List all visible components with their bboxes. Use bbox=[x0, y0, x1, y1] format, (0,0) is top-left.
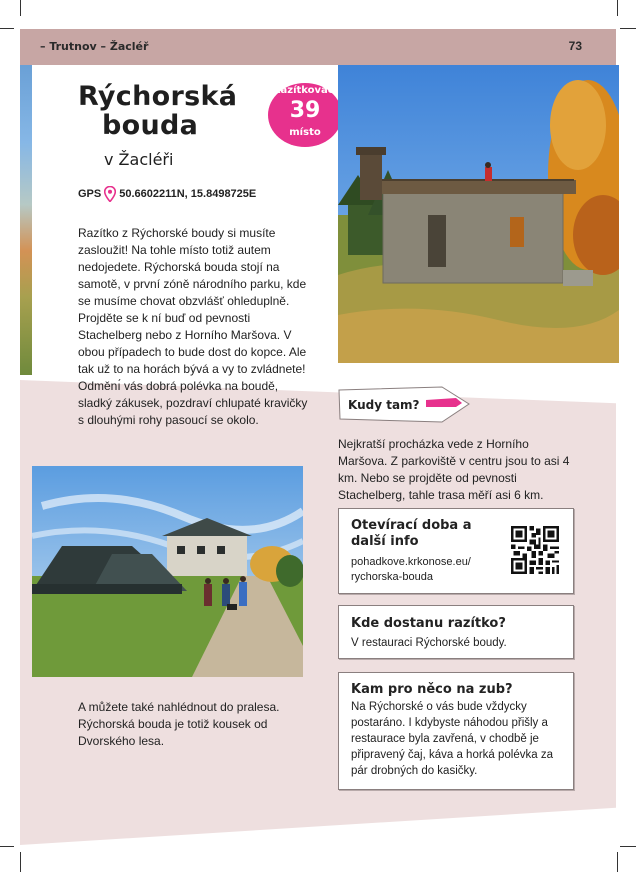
crop-mark bbox=[0, 28, 14, 29]
stamp-location-card bbox=[338, 605, 574, 659]
info-link[interactable] bbox=[351, 555, 501, 585]
bouda-photo bbox=[32, 466, 303, 677]
gps-label: GPS bbox=[78, 188, 102, 200]
page-title bbox=[78, 82, 237, 140]
crop-mark bbox=[620, 846, 636, 847]
crop-mark bbox=[617, 0, 618, 16]
badge-label-top: Razítkovací bbox=[272, 85, 338, 96]
stamp-location-title: Kde dostanu razítko? bbox=[351, 616, 506, 631]
title-line-2: bouda bbox=[102, 110, 199, 141]
route-text: Nejkratší procházka vede z Horního Maršova. Z parkoviště v centru jsou to asi 4 km. Nebo se projděte od pevnosti Stachelberg, tahle trasa měří asi 6 km. bbox=[338, 437, 570, 502]
intro-text: Razítko z Rýchorské boudy si musíte zasloužit! Na tohle místo totiž autem nedojedete. Rýchorská bouda stojí na samotě, v první zóně národního parku, kde se musíme chovat obzvlášť ohleduplně. Projděte se k ní buď od pevnosti Stachelberg nebo z Horního Maršova. V obou případech to bude dost do kopce. Ale tak už to na horách bývá a vy to zvládnete! Odměnı́ vás dobrá polévka na boudě, sladký zákusek, pozdraví chlupaté kravičky s dlouhými rohy pasoucí se okolo. bbox=[78, 226, 308, 427]
title-line-1: Rýchorská bbox=[78, 81, 238, 112]
gps-coordinates: 50.6602211N, 15.8498725E bbox=[119, 188, 257, 200]
page-header bbox=[20, 29, 616, 65]
crop-mark bbox=[617, 852, 618, 872]
previous-page-photo-strip bbox=[20, 65, 32, 375]
photo-caption: A můžete také nahlédnout do pralesa. Rýchorská bouda je totiž kousek od Dvorského lesa. bbox=[78, 700, 280, 748]
stamp-badge bbox=[268, 83, 342, 147]
opening-hours-title: Otevírací doba a další info bbox=[351, 518, 472, 549]
badge-number: 39 bbox=[289, 98, 321, 123]
crop-mark bbox=[20, 852, 21, 872]
opening-hours-card bbox=[338, 508, 574, 594]
gps-line bbox=[78, 186, 256, 202]
qr-code-icon[interactable] bbox=[511, 526, 559, 574]
crop-mark bbox=[20, 0, 21, 16]
badge-label-bottom: místo bbox=[289, 127, 321, 138]
location-pin-icon bbox=[104, 186, 116, 202]
crop-mark bbox=[0, 846, 14, 847]
food-text: Na Rýchorské o vás bude vždycky postaráno. I kdybyste náhodou přišly a restaurace byla zavřená, v chodbě je připravený čaj, káva a horká polévka za pár drobných do kasičky. bbox=[351, 701, 553, 777]
page-number: 73 bbox=[568, 39, 582, 53]
food-title: Kam pro něco na zub? bbox=[351, 682, 513, 697]
crop-mark bbox=[620, 28, 636, 29]
info-link-line-2: rychorska-bouda bbox=[351, 571, 433, 583]
route-tag-label: Kudy tam? bbox=[348, 398, 420, 412]
section-title: – Trutnov – Žacléř bbox=[40, 40, 149, 53]
page-subtitle: v Žacléři bbox=[104, 150, 174, 169]
lookout-photo bbox=[338, 65, 619, 363]
stamp-location-text: V restauraci Rýchorské boudy. bbox=[351, 637, 507, 649]
info-link-line-1: pohadkove.krkonose.eu/ bbox=[351, 556, 471, 568]
food-card bbox=[338, 672, 574, 790]
